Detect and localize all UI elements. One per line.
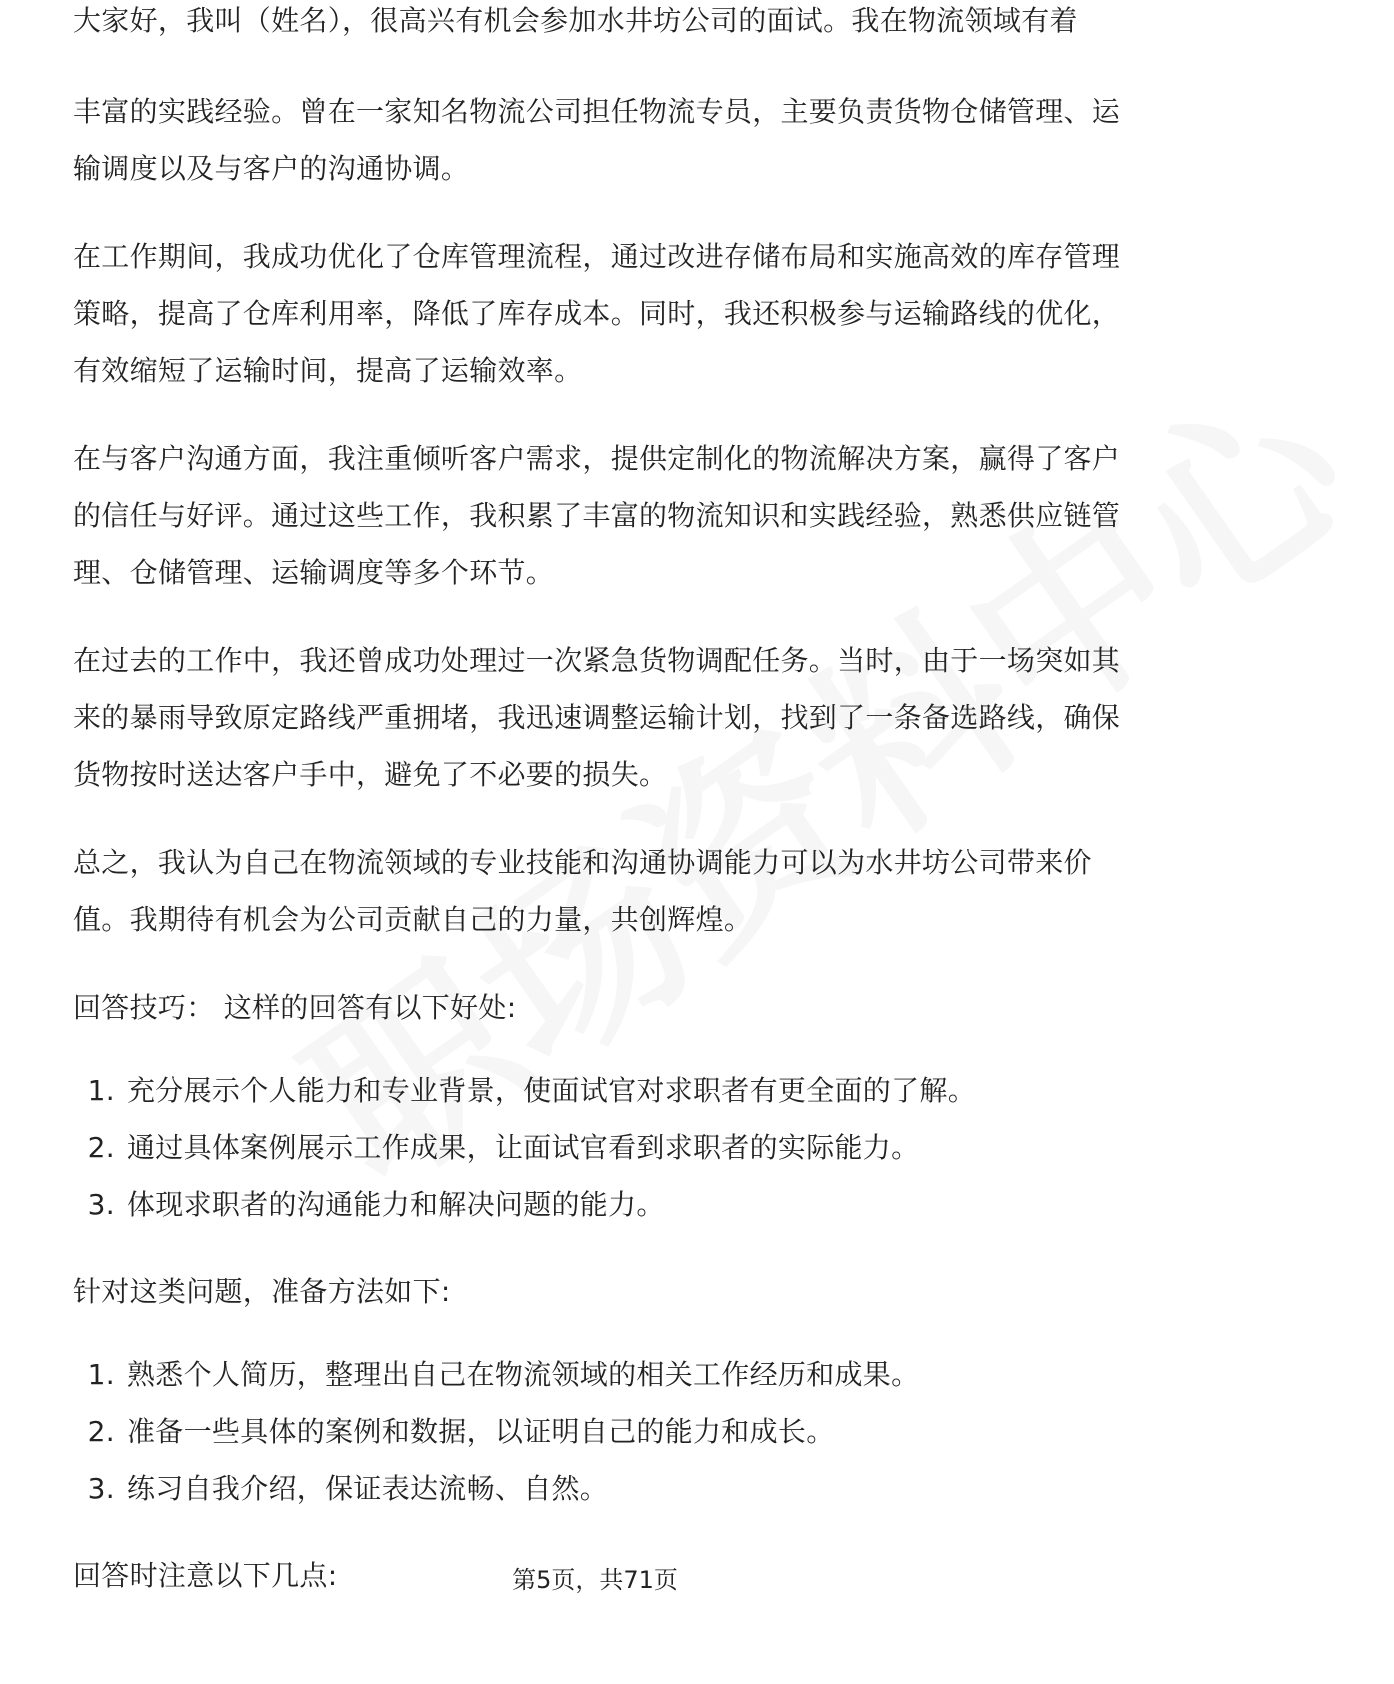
cut-off-line: 大家好，我叫（姓名），很高兴有机会参加水井坊公司的面试。我在物流领域有着: [73, 4, 1078, 37]
list-number: 1.: [87, 1074, 115, 1107]
document-body: [73, 4, 1123, 1630]
list-item: [73, 1403, 1123, 1460]
page-number: 第5页，共71页: [512, 1566, 678, 1594]
list-text: 充分展示个人能力和专业背景，使面试官对求职者有更全面的了解。: [127, 1074, 977, 1107]
list-item: [73, 1062, 1123, 1119]
list-item: [73, 1176, 1123, 1233]
list-item: [73, 1346, 1123, 1403]
paragraph-3: 在与客户沟通方面，我注重倾听客户需求，提供定制化的物流解决方案，赢得了客户的信任与好评。通过这些工作，我积累了丰富的物流知识和实践经验，熟悉供应链管理、仓储管理、运输调度等多个环节。: [73, 442, 1121, 589]
list-number: 3.: [87, 1188, 115, 1221]
paragraph-2: 在工作期间，我成功优化了仓库管理流程，通过改进存储布局和实施高效的库存管理策略，提高了仓库利用率，降低了库存成本。同时，我还积极参与运输路线的优化，有效缩短了运输时间，提高了运输效率。: [73, 240, 1121, 387]
list-number: 2.: [87, 1415, 115, 1448]
list-item: [73, 1460, 1123, 1517]
list-number: 2.: [87, 1131, 115, 1164]
notes-label: 回答时注意以下几点:: [73, 1559, 338, 1592]
paragraph-5: 总之，我认为自己在物流领域的专业技能和沟通协调能力可以为水井坊公司带来价值。我期待有机会为公司贡献自己的力量，共创辉煌。: [73, 846, 1092, 936]
list-text: 准备一些具体的案例和数据，以证明自己的能力和成长。: [127, 1415, 835, 1448]
paragraph-1: 丰富的实践经验。曾在一家知名物流公司担任物流专员，主要负责货物仓储管理、运输调度以及与客户的沟通协调。: [73, 95, 1121, 185]
list-item: [73, 1119, 1123, 1176]
tips-label: 回答技巧： 这样的回答有以下好处:: [73, 991, 517, 1024]
prep-label: 针对这类问题，准备方法如下:: [73, 1275, 451, 1308]
prep-list: [73, 1346, 1123, 1517]
list-text: 熟悉个人简历，整理出自己在物流领域的相关工作经历和成果。: [127, 1358, 920, 1391]
tips-list: [73, 1062, 1123, 1233]
list-number: 1.: [87, 1358, 115, 1391]
list-text: 通过具体案例展示工作成果，让面试官看到求职者的实际能力。: [127, 1131, 920, 1164]
list-text: 练习自我介绍，保证表达流畅、自然。: [127, 1472, 609, 1505]
list-number: 3.: [87, 1472, 115, 1505]
paragraph-4: 在过去的工作中，我还曾成功处理过一次紧急货物调配任务。当时，由于一场突如其来的暴雨导致原定路线严重拥堵，我迅速调整运输计划，找到了一条备选路线，确保货物按时送达客户手中，避免了不必要的损失。: [73, 644, 1121, 791]
list-text: 体现求职者的沟通能力和解决问题的能力。: [127, 1188, 665, 1221]
